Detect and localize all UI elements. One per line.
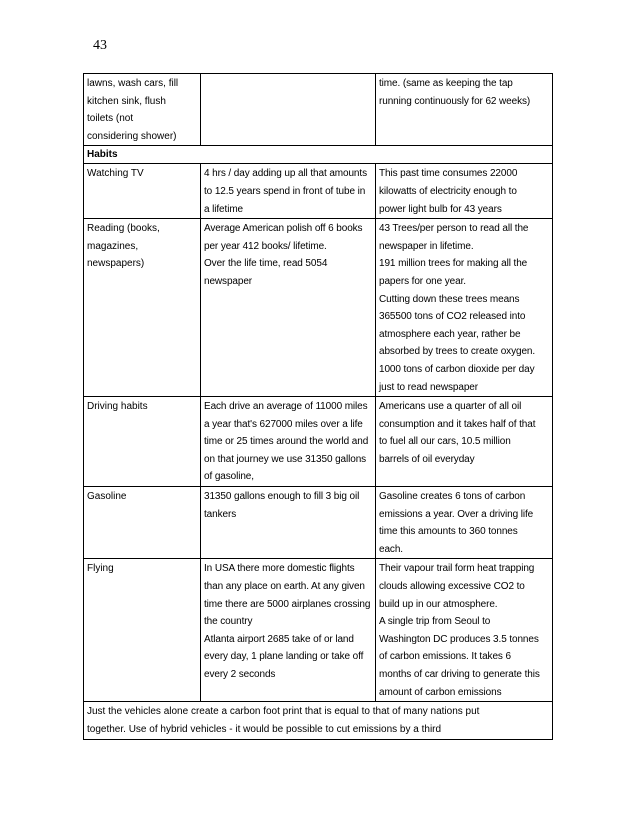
cell-driving-activity xyxy=(84,397,201,487)
text-line: a lifetime xyxy=(204,203,244,215)
text-line: months of car driving to generate this xyxy=(379,669,540,680)
text-line: Gasoline xyxy=(87,491,127,503)
cell-driving-fact xyxy=(201,397,376,487)
cell-reading-impact xyxy=(376,219,553,397)
text-line: 365500 tons of CO2 released into xyxy=(379,311,526,323)
text-line: This past time consumes 22000 xyxy=(379,168,518,180)
text-line: A single trip from Seoul to xyxy=(379,616,491,628)
text-line: power light bulb for 43 years xyxy=(379,203,502,215)
text-line: kitchen sink, flush xyxy=(87,95,166,107)
cell-driving-impact xyxy=(376,397,553,487)
text-line: considering shower) xyxy=(87,130,177,142)
text-line: the country xyxy=(204,616,253,628)
text-line: of carbon emissions. It takes 6 xyxy=(379,651,511,663)
text-line: Their vapour trail form heat trapping xyxy=(379,563,535,575)
text-line: Average American polish off 6 books xyxy=(204,223,363,235)
text-line: absorbed by trees to create oxygen. xyxy=(379,346,536,358)
text-line: newspaper in lifetime. xyxy=(379,240,474,252)
text-line: amount of carbon emissions xyxy=(379,686,502,698)
text-line: just to read newspaper xyxy=(379,381,478,393)
text-line: tankers xyxy=(204,508,237,520)
text-line: lawns, wash cars, fill xyxy=(87,78,179,89)
cell-gasoline-fact xyxy=(201,487,376,559)
text-line: to 12.5 years spend in front of tube in xyxy=(204,185,366,197)
text-line: 43 Trees/per person to read all the xyxy=(379,223,529,235)
text-line: Gasoline creates 6 tons of carbon xyxy=(379,491,526,503)
text-line: each. xyxy=(379,543,403,555)
cell-flying-impact xyxy=(376,559,553,702)
text-line: 4 hrs / day adding up all that amounts xyxy=(204,168,367,180)
text-line: time. (same as keeping the tap xyxy=(379,78,513,89)
cell-water-impact xyxy=(376,74,553,146)
text-line: time there are 5000 airplanes crossing xyxy=(204,598,371,610)
cell-water-fact xyxy=(201,74,376,146)
text-line: than any place on earth. At any given xyxy=(204,581,365,593)
cell-gasoline-activity xyxy=(84,487,201,559)
text-line: Washington DC produces 3.5 tonnes xyxy=(379,633,539,645)
text-line: newspapers) xyxy=(87,258,145,270)
text-line: build up in our atmosphere. xyxy=(379,598,498,610)
table-row-driving xyxy=(84,397,553,487)
text-line: kilowatts of electricity enough to xyxy=(379,185,517,197)
text-line: magazines, xyxy=(87,240,139,252)
text-line: barrels of oil everyday xyxy=(379,453,475,465)
text-line: time this amounts to 360 tonnes xyxy=(379,526,518,538)
table-row-water xyxy=(84,74,553,146)
cell-water-activity xyxy=(84,74,201,146)
text-line: running continuously for 62 weeks) xyxy=(379,95,531,107)
text-line: Americans use a quarter of all oil xyxy=(379,401,522,413)
text-line: together. Use of hybrid vehicles - it would be possible to cut emissions by a third xyxy=(87,724,442,736)
text-line: In USA there more domestic flights xyxy=(204,563,355,575)
table-row-tv xyxy=(84,164,553,219)
text-line: a year that's 627000 miles over a life xyxy=(204,418,363,430)
text-line: per year 412 books/ lifetime. xyxy=(204,240,327,252)
text-line: Just the vehicles alone create a carbon foot print that is equal to that of many nations put xyxy=(87,706,480,718)
footer-note xyxy=(84,702,553,740)
text-line: 191 million trees for making all the xyxy=(379,258,528,270)
text-line: Watching TV xyxy=(87,168,144,180)
text-line: 31350 gallons enough to fill 3 big oil xyxy=(204,491,360,503)
text-line: of gasoline, xyxy=(204,471,254,483)
text-line: Atlanta airport 2685 take of or land xyxy=(204,633,354,645)
cell-reading-fact xyxy=(201,219,376,397)
habits-header: Habits xyxy=(84,146,553,164)
text-line: Flying xyxy=(87,563,114,575)
cell-flying-activity xyxy=(84,559,201,702)
text-line: emissions a year. Over a driving life xyxy=(379,508,534,520)
text-line: every day, 1 plane landing or take off xyxy=(204,651,364,663)
text-line: atmosphere each year, rather be xyxy=(379,328,521,340)
table-row-flying xyxy=(84,559,553,702)
text-line: Reading (books, xyxy=(87,223,160,235)
text-line: 1000 tons of carbon dioxide per day xyxy=(379,363,535,375)
text-line: newspaper xyxy=(204,275,253,287)
table-row-habits-header xyxy=(84,146,553,164)
table-row-reading xyxy=(84,219,553,397)
table-row-gasoline xyxy=(84,487,553,559)
cell-gasoline-impact xyxy=(376,487,553,559)
text-line: to fuel all our cars, 10.5 million xyxy=(379,436,511,448)
text-line: Cutting down these trees means xyxy=(379,293,520,305)
text-line: toilets (not xyxy=(87,113,134,125)
text-line: on that journey we use 31350 gallons xyxy=(204,453,367,465)
habits-table xyxy=(83,73,553,740)
page-number: 43 xyxy=(93,38,107,53)
text-line: Over the life time, read 5054 xyxy=(204,258,328,270)
text-line: every 2 seconds xyxy=(204,669,276,680)
text-line: consumption and it takes half of that xyxy=(379,418,536,430)
text-line: Each drive an average of 11000 miles xyxy=(204,401,368,413)
text-line: Driving habits xyxy=(87,401,148,413)
cell-tv-activity xyxy=(84,164,201,219)
text-line: clouds allowing excessive CO2 to xyxy=(379,581,525,593)
text-line: papers for one year. xyxy=(379,275,466,287)
cell-flying-fact xyxy=(201,559,376,702)
table-row-footer xyxy=(84,702,553,740)
text-line: time or 25 times around the world and xyxy=(204,436,369,448)
cell-tv-impact xyxy=(376,164,553,219)
cell-reading-activity xyxy=(84,219,201,397)
cell-tv-fact xyxy=(201,164,376,219)
